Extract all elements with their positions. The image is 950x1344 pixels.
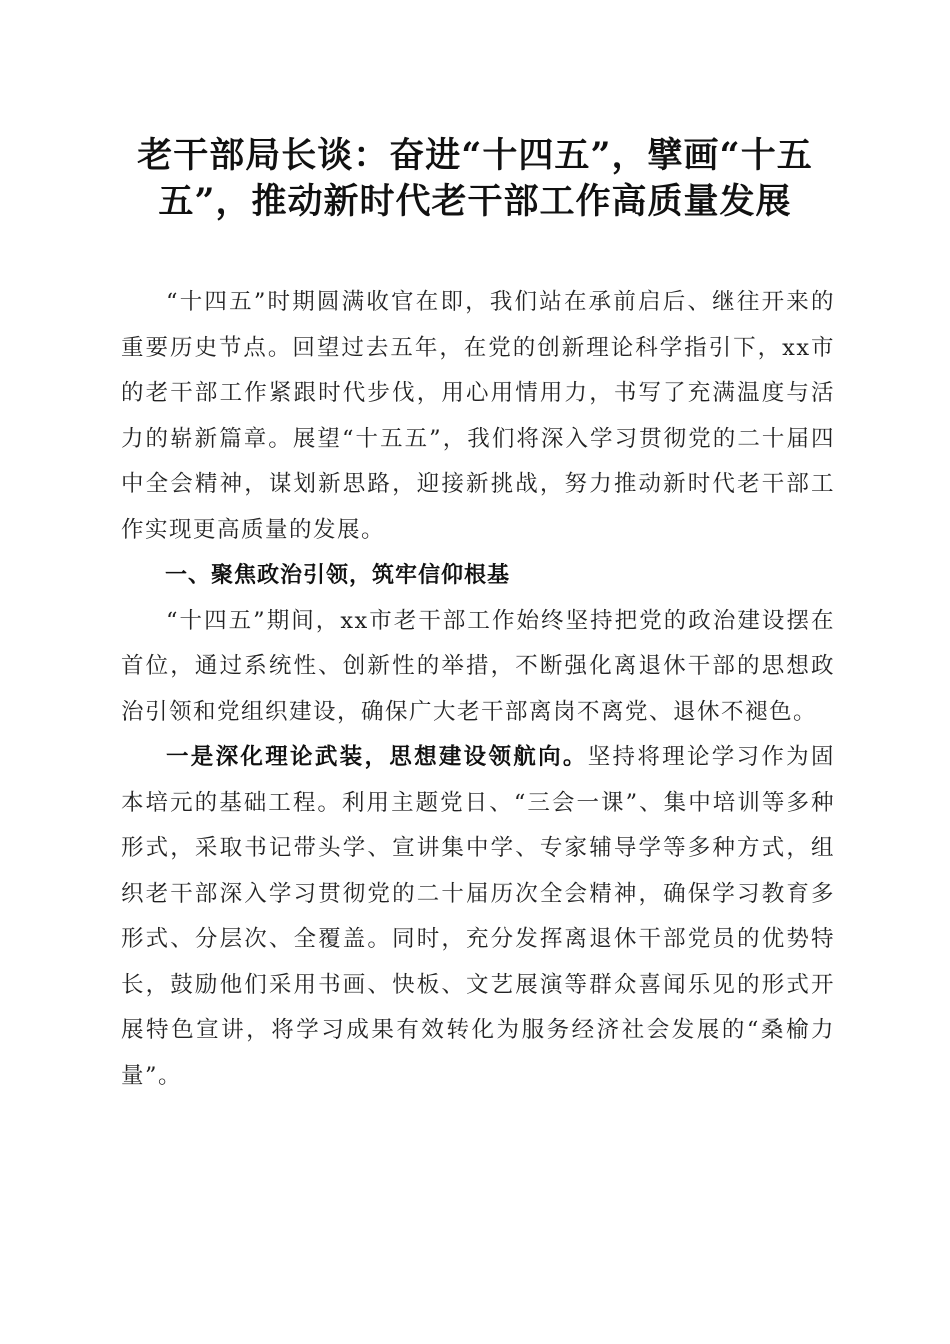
section-heading: 一、聚焦政治引领，筑牢信仰根基 xyxy=(165,563,511,588)
document-title: 老干部局长谈：奋进“十四五”，擘画“十五五”，推动新时代老干部工作高质量发展 xyxy=(137,135,813,222)
section-paragraph: “十四五”期间，xx市老干部工作始终坚持把党的政治建设摆在首位，通过系统性、创新性的举措，不断强化离退休干部的思想政治引领和党组织建设，确保广大老干部离岗不离党、退休不褪色。 xyxy=(121,607,835,725)
document-body xyxy=(121,280,835,1099)
point-text: 坚持将理论学习作为固本培元的基础工程。利用主题党日、“三会一课”、集中培训等多种形式，采取书记带头学、宣讲集中学、专家辅导学等多种方式，组织老干部深入学习贯彻党的二十届历次全会精神，确保学习教育多形式、分层次、全覆盖。同时，充分发挥离退休干部党员的优势特长，鼓励他们采用书画、快板、文艺展演等群众喜闻乐见的形式开展特色宣讲，将学习成果有效转化为服务经济社会发展的“桑榆力量”。 xyxy=(121,744,835,1089)
point-paragraph xyxy=(121,735,835,1099)
intro-paragraph: “十四五”时期圆满收官在即，我们站在承前启后、继往开来的重要历史节点。回望过去五年，在党的创新理论科学指引下，xx市的老干部工作紧跟时代步伐，用心用情用力，书写了充满温度与活力的崭新篇章。展望“十五五”，我们将深入学习贯彻党的二十届四中全会精神，谋划新思路，迎接新挑战，努力推动新时代老干部工作实现更高质量的发展。 xyxy=(121,289,835,543)
point-lead: 一是深化理论武装，思想建设领航向。 xyxy=(166,744,588,770)
